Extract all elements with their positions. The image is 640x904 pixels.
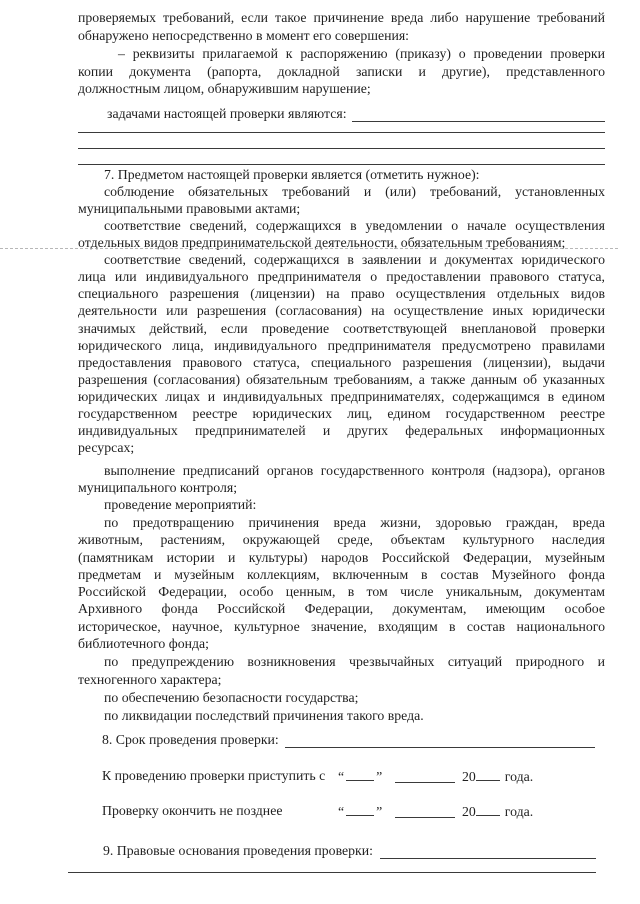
start-day-field bbox=[338, 767, 382, 786]
text-line: библиотечного фонда; bbox=[78, 636, 209, 651]
text-line: Архивного фонда Российской Федерации, документам, имеющим особое bbox=[78, 601, 605, 616]
text-line: лица или индивидуального предпринимателя о предоставлении правового статуса, bbox=[78, 269, 605, 284]
text-line: проверяемых требований, если такое причинение вреда либо нарушение требований bbox=[78, 10, 605, 25]
open-quote: “ bbox=[338, 769, 345, 784]
start-month-blank bbox=[395, 769, 455, 783]
text-line: соблюдение обязательных требований и (или) требований, установленных bbox=[104, 184, 605, 199]
end-date-row bbox=[0, 802, 640, 820]
text-line: животным, растениям, окружающей среде, объектам культурного наследия bbox=[78, 532, 605, 547]
end-month-blank bbox=[395, 804, 455, 818]
text-line: историческое, научное, культурное значение, входящим в состав национального bbox=[78, 619, 605, 634]
text-line: муниципального контроля; bbox=[78, 480, 238, 495]
end-date-label: Проверку окончить не позднее bbox=[102, 803, 283, 818]
year-blank bbox=[476, 802, 500, 816]
end-day-field bbox=[338, 802, 382, 821]
text-line: ресурсах; bbox=[78, 440, 135, 455]
text-line: копии документа (рапорта, докладной записки и другие), представленного bbox=[78, 64, 605, 79]
tasks-blank-line bbox=[352, 121, 605, 122]
text-line: государственном реестре юридических лиц, едином государственном реестре bbox=[78, 406, 605, 421]
text-line: выполнение предписаний органов государственного контроля (надзора), органов bbox=[104, 463, 605, 478]
day-blank bbox=[346, 767, 374, 781]
start-year-field bbox=[462, 767, 533, 786]
text-line: Российской Федерации, особо ценным, в том числе уникальным, документам bbox=[78, 584, 605, 599]
text-line: разрешения (согласования) обязательным требованиям, а также данным об указанных bbox=[78, 372, 605, 387]
text-line: отдельных видов предпринимательской деятельности, обязательным требованиям; bbox=[78, 235, 566, 250]
text-line: по обеспечению безопасности государства; bbox=[104, 690, 359, 705]
text-line: юридических лицах и индивидуальных предпринимателях, содержащимся в едином bbox=[78, 389, 605, 404]
text-line: техногенного характера; bbox=[78, 672, 222, 687]
text-line: соответствие сведений, содержащихся в заявлении и документах юридического bbox=[104, 252, 605, 267]
year-prefix: 20 bbox=[462, 769, 476, 784]
text-line: по предупреждению возникновения чрезвычайных ситуаций природного и bbox=[104, 654, 605, 669]
legal-basis-blank-line bbox=[68, 872, 596, 873]
year-prefix: 20 bbox=[462, 804, 476, 819]
text-line: (памятникам истории и культуры) народов Российской Федерации, музейным bbox=[78, 550, 605, 565]
text-line: муниципальными правовыми актами; bbox=[78, 201, 301, 216]
text-line: юридического лица, индивидуального предпринимателя предусмотрено правилами bbox=[78, 338, 605, 353]
section-8-heading: 8. Срок проведения проверки: bbox=[102, 732, 279, 747]
tasks-label: задачами настоящей проверки являются: bbox=[107, 106, 347, 121]
section-7-heading: 7. Предметом настоящей проверки является (отметить нужное): bbox=[104, 167, 480, 182]
close-quote: ” bbox=[376, 804, 383, 819]
year-blank bbox=[476, 767, 500, 781]
text-line: – реквизиты прилагаемой к распоряжению (приказу) о проведении проверки bbox=[118, 46, 605, 61]
text-line: значимых действий, если проведение соответствующей внеплановой проверки bbox=[78, 321, 605, 336]
text-line: по предотвращению причинения вреда жизни, здоровью граждан, вреда bbox=[104, 515, 605, 530]
text-line: по ликвидации последствий причинения такого вреда. bbox=[104, 708, 424, 723]
year-suffix: года. bbox=[504, 804, 534, 819]
text-line: деятельности или разрешения (согласования) на осуществление иных юридически bbox=[78, 303, 605, 318]
legal-basis-blank-line bbox=[380, 858, 596, 859]
start-date-label: К проведению проверки приступить с bbox=[102, 768, 326, 783]
text-line: предоставления правового статуса, специального разрешения (лицензии), выдачи bbox=[78, 355, 605, 370]
start-date-row bbox=[0, 767, 640, 785]
section-9-heading: 9. Правовые основания проведения проверки: bbox=[103, 843, 373, 858]
text-line: индивидуальных предпринимателей и других федеральных информационных bbox=[78, 423, 605, 438]
scan-artifact-line bbox=[0, 248, 618, 249]
text-line: должностным лицом, обнаружившим нарушение; bbox=[78, 81, 371, 96]
end-year-field bbox=[462, 802, 533, 821]
text-line: обнаружено непосредственно в момент его совершения: bbox=[78, 28, 410, 43]
inspection-period-blank-line bbox=[285, 747, 595, 748]
close-quote: ” bbox=[376, 769, 383, 784]
tasks-blank-line bbox=[78, 132, 605, 133]
text-line: предметам и музейным коллекциям, включенным в состав Музейного фонда bbox=[78, 567, 605, 582]
text-line: проведение мероприятий: bbox=[104, 497, 257, 512]
day-blank bbox=[346, 802, 374, 816]
year-suffix: года. bbox=[504, 769, 534, 784]
text-line: соответствие сведений, содержащихся в уведомлении о начале осуществления bbox=[104, 218, 605, 233]
open-quote: “ bbox=[338, 804, 345, 819]
tasks-blank-line bbox=[78, 148, 605, 149]
text-line: специального разрешения (лицензии) на право осуществления отдельных видов bbox=[78, 286, 605, 301]
tasks-blank-line bbox=[78, 164, 605, 165]
